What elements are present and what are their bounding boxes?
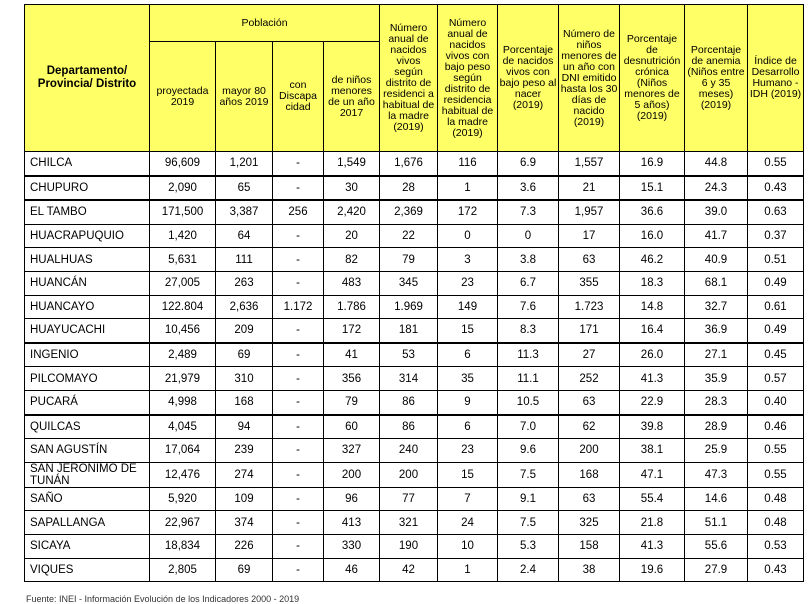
table-cell: 21: [559, 176, 620, 201]
table-cell: 15.1: [620, 176, 685, 201]
table-cell: 2.4: [498, 558, 559, 582]
table-cell: 0: [498, 224, 559, 248]
table-cell: 51.1: [685, 511, 748, 535]
table-cell: 200: [559, 439, 620, 463]
table-cell: 0.43: [748, 558, 804, 582]
district-name-cell: PUCARÁ: [25, 390, 150, 414]
table-cell: 9.6: [498, 439, 559, 463]
table-cell: 190: [380, 534, 438, 558]
table-cell: 7.0: [498, 415, 559, 439]
table-cell: 23: [438, 271, 498, 295]
table-cell: 47.1: [620, 462, 685, 487]
table-cell: 26.0: [620, 343, 685, 367]
table-cell: 96,609: [150, 152, 216, 176]
table-cell: 483: [324, 271, 380, 295]
table-row: [25, 534, 804, 558]
table-cell: 18,834: [150, 534, 216, 558]
table-cell: -: [273, 558, 324, 582]
table-cell: 82: [324, 248, 380, 272]
header-discapacidad: con Discapa cidad: [273, 42, 324, 152]
table-cell: 200: [324, 462, 380, 487]
table-cell: -: [273, 534, 324, 558]
table-cell: 158: [559, 534, 620, 558]
table-cell: 1.786: [324, 295, 380, 319]
table-row: [25, 439, 804, 463]
table-cell: 9: [438, 390, 498, 414]
table-cell: 172: [438, 200, 498, 224]
table-cell: 11.3: [498, 343, 559, 367]
table-cell: 10.5: [498, 390, 559, 414]
table-cell: -: [273, 152, 324, 176]
district-name-cell: HUACRAPUQUIO: [25, 224, 150, 248]
table-cell: 171: [559, 319, 620, 343]
district-name-cell: VIQUES: [25, 558, 150, 582]
table-cell: 0.55: [748, 152, 804, 176]
district-name-cell: CHILCA: [25, 152, 150, 176]
table-cell: 55.6: [685, 534, 748, 558]
table-cell: 41.7: [685, 224, 748, 248]
table-cell: 27: [559, 343, 620, 367]
table-cell: 7.3: [498, 200, 559, 224]
table-row: [25, 487, 804, 511]
table-cell: 21,979: [150, 367, 216, 391]
table-cell: 330: [324, 534, 380, 558]
data-table: [24, 4, 804, 582]
table-cell: 3.8: [498, 248, 559, 272]
table-row: [25, 295, 804, 319]
header-departamento: Departamento/ Provincia/ Distrito: [25, 5, 150, 152]
table-cell: 168: [559, 462, 620, 487]
table-row: [25, 271, 804, 295]
district-name-cell: HUAYUCACHI: [25, 319, 150, 343]
table-cell: 263: [216, 271, 273, 295]
table-cell: 41.3: [620, 534, 685, 558]
table-cell: 122.804: [150, 295, 216, 319]
table-cell: 7.5: [498, 511, 559, 535]
table-cell: 7.5: [498, 462, 559, 487]
table-cell: 8.3: [498, 319, 559, 343]
table-cell: 53: [380, 343, 438, 367]
table-cell: 64: [216, 224, 273, 248]
table-cell: 16.4: [620, 319, 685, 343]
table-cell: 68.1: [685, 271, 748, 295]
table-cell: 168: [216, 390, 273, 414]
table-cell: 0.53: [748, 534, 804, 558]
table-cell: 17,064: [150, 439, 216, 463]
table-cell: 116: [438, 152, 498, 176]
table-cell: 41: [324, 343, 380, 367]
header-mayor80: mayor 80 años 2019: [216, 42, 273, 152]
table-cell: 24.3: [685, 176, 748, 201]
table-cell: 3: [438, 248, 498, 272]
table-cell: 38: [559, 558, 620, 582]
table-cell: 22: [380, 224, 438, 248]
table-cell: 86: [380, 415, 438, 439]
table-cell: -: [273, 511, 324, 535]
table-cell: -: [273, 415, 324, 439]
table-cell: 55.4: [620, 487, 685, 511]
table-cell: 46.2: [620, 248, 685, 272]
header-poblacion: Población: [150, 5, 380, 42]
table-row: [25, 176, 804, 201]
table-row: [25, 248, 804, 272]
table-cell: 42: [380, 558, 438, 582]
table-cell: 171,500: [150, 200, 216, 224]
table-cell: 7: [438, 487, 498, 511]
district-name-cell: INGENIO: [25, 343, 150, 367]
table-row: [25, 224, 804, 248]
table-cell: 172: [324, 319, 380, 343]
table-cell: 1,557: [559, 152, 620, 176]
table-cell: 1.723: [559, 295, 620, 319]
table-cell: -: [273, 176, 324, 201]
table-cell: -: [273, 487, 324, 511]
table-body: [25, 152, 804, 582]
table-cell: 39.8: [620, 415, 685, 439]
table-cell: 2,420: [324, 200, 380, 224]
table-cell: 239: [216, 439, 273, 463]
table-cell: 10,456: [150, 319, 216, 343]
table-cell: 39.0: [685, 200, 748, 224]
table-cell: 16.9: [620, 152, 685, 176]
table-cell: 2,369: [380, 200, 438, 224]
table-cell: 0.57: [748, 367, 804, 391]
district-name-cell: PILCOMAYO: [25, 367, 150, 391]
table-cell: 5,920: [150, 487, 216, 511]
district-name-cell: HUANCAYO: [25, 295, 150, 319]
district-name-cell: SAN AGUSTÍN: [25, 439, 150, 463]
table-cell: 69: [216, 558, 273, 582]
table-cell: -: [273, 224, 324, 248]
table-cell: 6.9: [498, 152, 559, 176]
table-cell: 2,805: [150, 558, 216, 582]
table-cell: 0.46: [748, 415, 804, 439]
table-cell: 17: [559, 224, 620, 248]
table-cell: 4,045: [150, 415, 216, 439]
table-cell: 109: [216, 487, 273, 511]
table-row: [25, 390, 804, 414]
table-cell: 22,967: [150, 511, 216, 535]
header-porc-bajo-peso: Porcentaje de nacidos vivos con bajo peso al nacer (2019): [498, 5, 559, 152]
table-cell: 274: [216, 462, 273, 487]
table-row: [25, 152, 804, 176]
district-name-cell: SAÑO: [25, 487, 150, 511]
district-name-cell: SAN JERÓNIMO DE TUNÁN: [25, 462, 150, 487]
table-cell: 2,489: [150, 343, 216, 367]
table-cell: 5.3: [498, 534, 559, 558]
table-cell: 30: [324, 176, 380, 201]
table-cell: 2,636: [216, 295, 273, 319]
header-dni: Número de niños menores de un año con DNI emitido hasta los 30 días de nacido (2019): [559, 5, 620, 152]
table-cell: 240: [380, 439, 438, 463]
table-cell: 345: [380, 271, 438, 295]
table-cell: 63: [559, 390, 620, 414]
table-cell: 18.3: [620, 271, 685, 295]
table-cell: 0.49: [748, 271, 804, 295]
table-cell: 23: [438, 439, 498, 463]
table-cell: 94: [216, 415, 273, 439]
table-cell: 374: [216, 511, 273, 535]
table-cell: 63: [559, 248, 620, 272]
table-cell: 252: [559, 367, 620, 391]
table-cell: 226: [216, 534, 273, 558]
table-cell: 36.9: [685, 319, 748, 343]
table-row: [25, 367, 804, 391]
table-cell: 310: [216, 367, 273, 391]
table-cell: 24: [438, 511, 498, 535]
table-cell: 38.1: [620, 439, 685, 463]
table-cell: 5,631: [150, 248, 216, 272]
table-cell: 28: [380, 176, 438, 201]
district-name-cell: HUALHUAS: [25, 248, 150, 272]
header-ninos-menores: de niños menores de un año 2017: [324, 42, 380, 152]
table-cell: 62: [559, 415, 620, 439]
table-cell: 86: [380, 390, 438, 414]
header-desnutricion: Porcentaje de desnutrición crónica (Niños menores de 5 años) (2019): [620, 5, 685, 152]
table-row: [25, 319, 804, 343]
table-cell: 1,676: [380, 152, 438, 176]
table-cell: 41.3: [620, 367, 685, 391]
table-cell: 15: [438, 319, 498, 343]
table-row: [25, 511, 804, 535]
district-name-cell: HUANCÁN: [25, 271, 150, 295]
table-cell: 256: [273, 200, 324, 224]
table-cell: 0.55: [748, 439, 804, 463]
table-cell: 6.7: [498, 271, 559, 295]
table-cell: 6: [438, 415, 498, 439]
table-cell: 46: [324, 558, 380, 582]
table-cell: -: [273, 439, 324, 463]
table-cell: 16.0: [620, 224, 685, 248]
table-cell: 22.9: [620, 390, 685, 414]
table-cell: 9.1: [498, 487, 559, 511]
table-cell: 209: [216, 319, 273, 343]
table-cell: 40.9: [685, 248, 748, 272]
table-cell: 0.48: [748, 487, 804, 511]
table-cell: 21.8: [620, 511, 685, 535]
table-cell: 327: [324, 439, 380, 463]
table-cell: 32.7: [685, 295, 748, 319]
table-cell: 413: [324, 511, 380, 535]
table-row: [25, 200, 804, 224]
table-cell: 1,549: [324, 152, 380, 176]
table-cell: 25.9: [685, 439, 748, 463]
header-anemia: Porcentaje de anemia (Niños entre 6 y 35 meses) (2019): [685, 5, 748, 152]
table-cell: 15: [438, 462, 498, 487]
table-cell: -: [273, 390, 324, 414]
table-cell: 149: [438, 295, 498, 319]
table-cell: 1,957: [559, 200, 620, 224]
table-cell: 1,201: [216, 152, 273, 176]
table-cell: 19.6: [620, 558, 685, 582]
district-name-cell: CHUPURO: [25, 176, 150, 201]
table-cell: 181: [380, 319, 438, 343]
table-cell: 3,387: [216, 200, 273, 224]
table-cell: 10: [438, 534, 498, 558]
table-cell: 7.6: [498, 295, 559, 319]
table-cell: 11.1: [498, 367, 559, 391]
table-cell: 0.51: [748, 248, 804, 272]
source-footer: Fuente: INEI - Información Evolución de los Indicadores 2000 - 2019: [26, 594, 300, 604]
table-cell: 36.6: [620, 200, 685, 224]
table-cell: 0.45: [748, 343, 804, 367]
table-cell: 35: [438, 367, 498, 391]
table-cell: 79: [324, 390, 380, 414]
table-cell: 27.1: [685, 343, 748, 367]
table-cell: 0.40: [748, 390, 804, 414]
table-cell: 0.55: [748, 462, 804, 487]
header-proyectada: proyectada 2019: [150, 42, 216, 152]
table-cell: 6: [438, 343, 498, 367]
table-cell: 60: [324, 415, 380, 439]
table-cell: -: [273, 248, 324, 272]
table-row: [25, 558, 804, 582]
header-idh: Índice de Desarrollo Humano - IDH (2019): [748, 5, 804, 152]
table-cell: 77: [380, 487, 438, 511]
table-cell: 2,090: [150, 176, 216, 201]
district-name-cell: SAPALLANGA: [25, 511, 150, 535]
table-cell: 28.3: [685, 390, 748, 414]
district-name-cell: QUILCAS: [25, 415, 150, 439]
table-cell: -: [273, 271, 324, 295]
table-row: [25, 462, 804, 487]
table-cell: 69: [216, 343, 273, 367]
table-cell: 35.9: [685, 367, 748, 391]
table-cell: 0.63: [748, 200, 804, 224]
table-cell: 4,998: [150, 390, 216, 414]
table-cell: 314: [380, 367, 438, 391]
table-cell: 28.9: [685, 415, 748, 439]
district-name-cell: SICAYA: [25, 534, 150, 558]
table-cell: 44.8: [685, 152, 748, 176]
table-cell: 14.6: [685, 487, 748, 511]
table-cell: 111: [216, 248, 273, 272]
table-cell: 1,420: [150, 224, 216, 248]
table-cell: 0: [438, 224, 498, 248]
table-cell: 47.3: [685, 462, 748, 487]
table-row: [25, 415, 804, 439]
table-cell: 3.6: [498, 176, 559, 201]
table-cell: 1.969: [380, 295, 438, 319]
table-cell: 321: [380, 511, 438, 535]
table-cell: 356: [324, 367, 380, 391]
header-bajo-peso: Número anual de nacidos vivos con bajo peso según distrito de residencia habitual de la madre (2019): [438, 5, 498, 152]
table-cell: 79: [380, 248, 438, 272]
table-cell: 14.8: [620, 295, 685, 319]
table-cell: 200: [380, 462, 438, 487]
table-cell: 0.49: [748, 319, 804, 343]
table-cell: 20: [324, 224, 380, 248]
table-cell: 325: [559, 511, 620, 535]
table-cell: 27.9: [685, 558, 748, 582]
table-cell: 0.43: [748, 176, 804, 201]
table-cell: 1: [438, 558, 498, 582]
header-nacidos-vivos: Número anual de nacidos vivos según distrito de residenci a habitual de la madre (2019): [380, 5, 438, 152]
table-cell: -: [273, 343, 324, 367]
table-cell: 1.172: [273, 295, 324, 319]
table-cell: -: [273, 367, 324, 391]
table-row: [25, 343, 804, 367]
table-cell: 0.48: [748, 511, 804, 535]
district-name-cell: EL TAMBO: [25, 200, 150, 224]
table-cell: -: [273, 462, 324, 487]
table-cell: -: [273, 319, 324, 343]
table-cell: 65: [216, 176, 273, 201]
table-cell: 355: [559, 271, 620, 295]
table-cell: 27,005: [150, 271, 216, 295]
table-cell: 0.37: [748, 224, 804, 248]
table-cell: 0.61: [748, 295, 804, 319]
table-cell: 12,476: [150, 462, 216, 487]
table-cell: 1: [438, 176, 498, 201]
table-cell: 96: [324, 487, 380, 511]
table-cell: 63: [559, 487, 620, 511]
